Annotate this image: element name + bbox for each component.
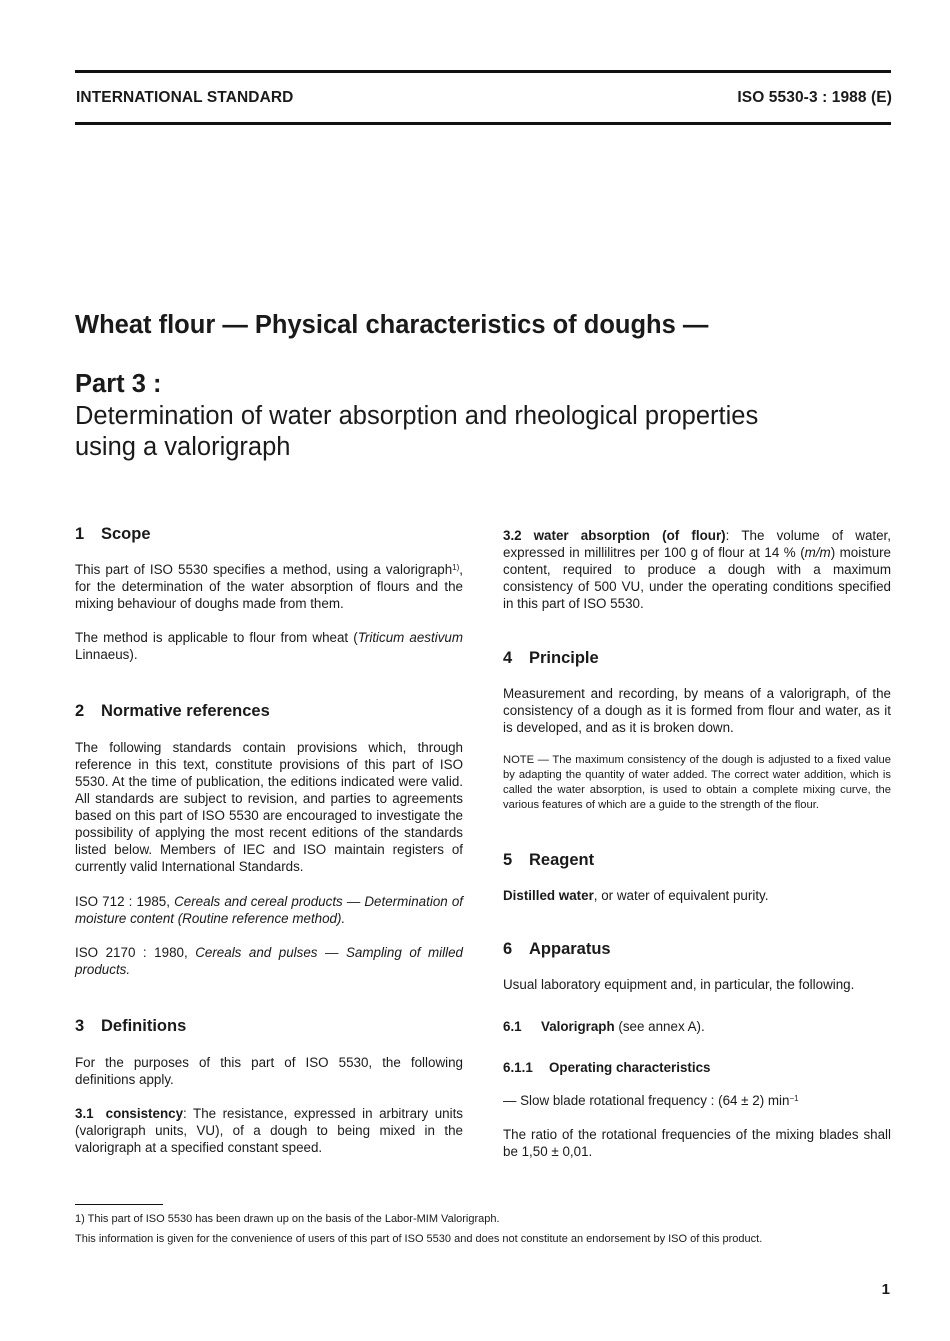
document-subtitle-line1: Determination of water absorption and rheological properties xyxy=(75,402,759,430)
footnote-1: 1) This part of ISO 5530 has been drawn up on the basis of the Labor-MIM Valorigraph. xyxy=(75,1213,500,1225)
section-number: 4 xyxy=(503,649,513,667)
section-3-heading xyxy=(75,1017,463,1036)
section-number: 1 xyxy=(75,525,85,543)
footnote-rule xyxy=(75,1204,163,1205)
section-title: Apparatus xyxy=(529,940,611,958)
reference-iso-2170: ISO 2170 : 1980, Cereals and pulses — Sampling of milled products. xyxy=(75,945,463,977)
right-column xyxy=(503,527,891,1160)
header-bottom-rule xyxy=(75,122,891,125)
subsection-number: 6.1 xyxy=(503,1019,522,1034)
section-6-paragraph-1: Usual laboratory equipment and, in particular, the following. xyxy=(503,977,855,992)
section-number: 3 xyxy=(75,1017,85,1035)
definition-term: consistency xyxy=(105,1106,184,1121)
reference-iso-712: ISO 712 : 1985, Cereals and cereal products — Determination of moisture content (Routine reference method). xyxy=(75,894,463,926)
section-5-paragraph-1: Distilled water, or water of equivalent purity. xyxy=(503,888,769,903)
section-4-paragraph-1: Measurement and recording, by means of a valorigraph, of the consistency of a dough as it is formed from flour and water, as it is developed, and as it is broken down. xyxy=(503,686,891,735)
definition-term: water absorption (of flour) xyxy=(533,528,726,543)
section-3-paragraph-1: For the purposes of this part of ISO 5530, the following definitions apply. xyxy=(75,1055,463,1087)
document-title: Wheat flour — Physical characteristics of doughs — xyxy=(75,311,709,339)
subsection-title: Operating characteristics xyxy=(549,1060,711,1075)
definition-3-2: 3.2 water absorption (of flour): The volume of water, expressed in millilitres per 100 g of flour at 14 % (m/m) moisture content, required to produce a dough with a maximum consistency of 500 VU, under the operating conditions specified in this part of ISO 5530. xyxy=(503,528,891,611)
section-title: Normative references xyxy=(101,702,270,720)
operating-characteristic-item: — Slow blade rotational frequency : (64 ± 2) $\min^{-1}$ xyxy=(503,1093,799,1108)
document-part: Part 3 : xyxy=(75,370,162,398)
header-left: INTERNATIONAL STANDARD xyxy=(76,89,294,106)
page-number: 1 xyxy=(881,1281,890,1298)
subsection-6-1: 6.1 Valorigraph (see annex A). xyxy=(503,1019,705,1034)
section-4-heading xyxy=(503,649,891,668)
subsection-6-1-1-heading xyxy=(503,1060,891,1075)
section-number: 6 xyxy=(503,940,513,958)
left-column xyxy=(75,525,463,1156)
document-subtitle-line2: using a valorigraph xyxy=(75,433,291,461)
section-4-note: NOTE — The maximum consistency of the dough is adjusted to a fixed value by adapting the quantity of water added. The correct water addition, which is called the water absorption, is used to obtain a complete mixing curve, the various features of which are a guide to the strength of the flour. xyxy=(503,754,891,811)
subsection-number: 6.1.1 xyxy=(503,1060,533,1075)
subsection-term: Valorigraph xyxy=(541,1019,615,1034)
definition-3-1: 3.1 consistency: The resistance, expressed in arbitrary units (valorigraph units, VU), of a dough to being mixed in the valorigraph at a specified constant speed. xyxy=(75,1106,463,1155)
section-title: Definitions xyxy=(101,1017,187,1035)
section-6-heading xyxy=(503,940,891,959)
definition-number: 3.1 xyxy=(75,1106,94,1121)
section-2-paragraph-1: The following standards contain provisions which, through reference in this text, constitute provisions of this part of ISO 5530. At the time of publication, the editions indicated were valid. All standards are subject to revision, and parties to agreements based on this part of ISO 5530 are encouraged to investigate the possibility of applying the most recent editions of the standards listed below. Members of IEC and ISO maintain registers of currently valid International Standards. xyxy=(75,740,463,874)
section-2-heading xyxy=(75,702,463,721)
section-title: Scope xyxy=(101,525,151,543)
header-top-rule xyxy=(75,70,891,73)
section-number: 2 xyxy=(75,702,85,720)
header-right: ISO 5530-3 : 1988 (E) xyxy=(737,89,892,106)
section-1-heading xyxy=(75,525,463,544)
section-title: Reagent xyxy=(529,851,595,869)
section-1-paragraph-2: The method is applicable to flour from wheat (Triticum aestivum Linnaeus). xyxy=(75,630,463,662)
section-1-paragraph-1: This part of ISO 5530 specifies a method, using a valorigraph$^{1)}$, for the determination of the water absorption of flours and the mixing behaviour of doughs made from them. xyxy=(75,562,463,611)
section-6-paragraph-2: The ratio of the rotational frequencies of the mixing blades shall be 1,50 ± 0,01. xyxy=(503,1127,891,1159)
definition-number: 3.2 xyxy=(503,528,522,543)
section-5-heading xyxy=(503,851,891,870)
section-title: Principle xyxy=(529,649,599,667)
footnote-ref: 1) xyxy=(452,563,460,572)
footnote-disclaimer: This information is given for the convenience of users of this part of ISO 5530 and does not constitute an endorsement by ISO of this product. xyxy=(75,1233,763,1245)
section-number: 5 xyxy=(503,851,513,869)
